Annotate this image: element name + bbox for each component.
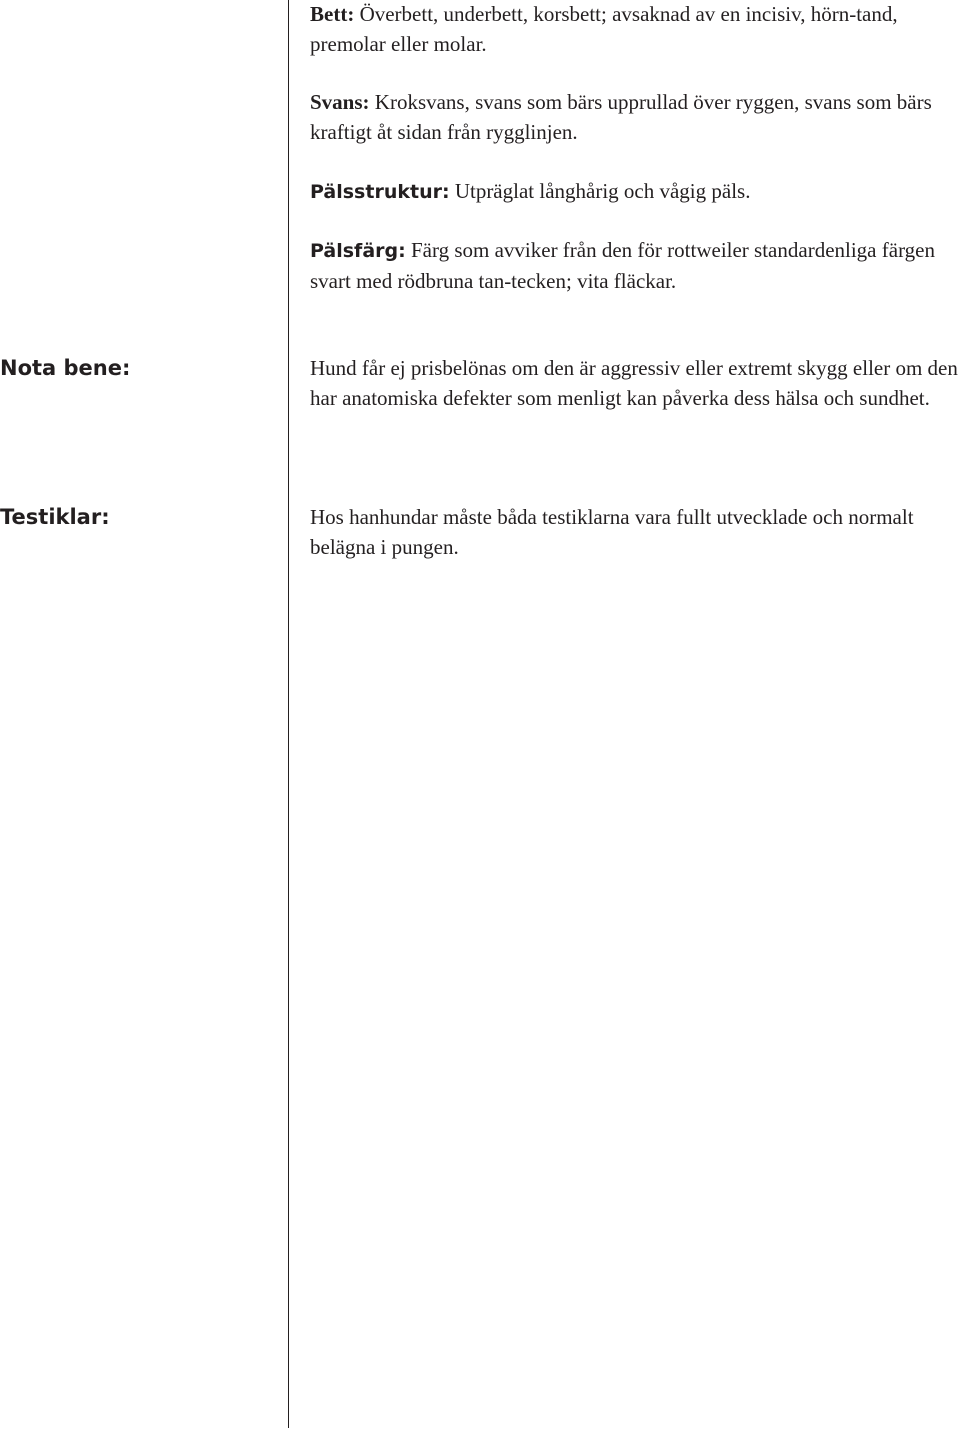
entry-text: Färg som avviker från den för rottweiler standardenliga färgen svart med rödbruna tan-tecken; vita fläckar. [310, 238, 936, 293]
entry-palsfarg [310, 236, 958, 296]
column-divider [288, 0, 289, 1428]
entry-term: Svans: [310, 90, 370, 114]
entry-palsstruktur [310, 177, 958, 208]
testiklar-text: Hos hanhundar måste båda testiklarna vara fullt utvecklade och normalt belägna i pungen. [310, 505, 914, 559]
entry-svans [310, 88, 958, 147]
testiklar-label: Testiklar: [0, 505, 110, 529]
entry-text: Utpräglat långhårig och vågig päls. [449, 179, 751, 203]
nota-bene-label: Nota bene: [0, 356, 131, 380]
entry-term: Pälsstruktur: [310, 181, 450, 203]
entry-term: Bett: [310, 2, 355, 26]
entry-term: Pälsfärg: [310, 240, 406, 262]
nota-bene-text: Hund får ej prisbelönas om den är aggressiv eller extremt skygg eller om den har anatomiska defekter som menligt kan påverka dess hälsa och sundhet. [310, 356, 958, 410]
entry-bett [310, 0, 958, 59]
entry-text: Kroksvans, svans som bärs upprullad över ryggen, svans som bärs kraftigt åt sidan från rygglinjen. [310, 90, 932, 144]
entry-text: Överbett, underbett, korsbett; avsaknad av en incisiv, hörn-tand, premolar eller molar. [310, 2, 898, 56]
